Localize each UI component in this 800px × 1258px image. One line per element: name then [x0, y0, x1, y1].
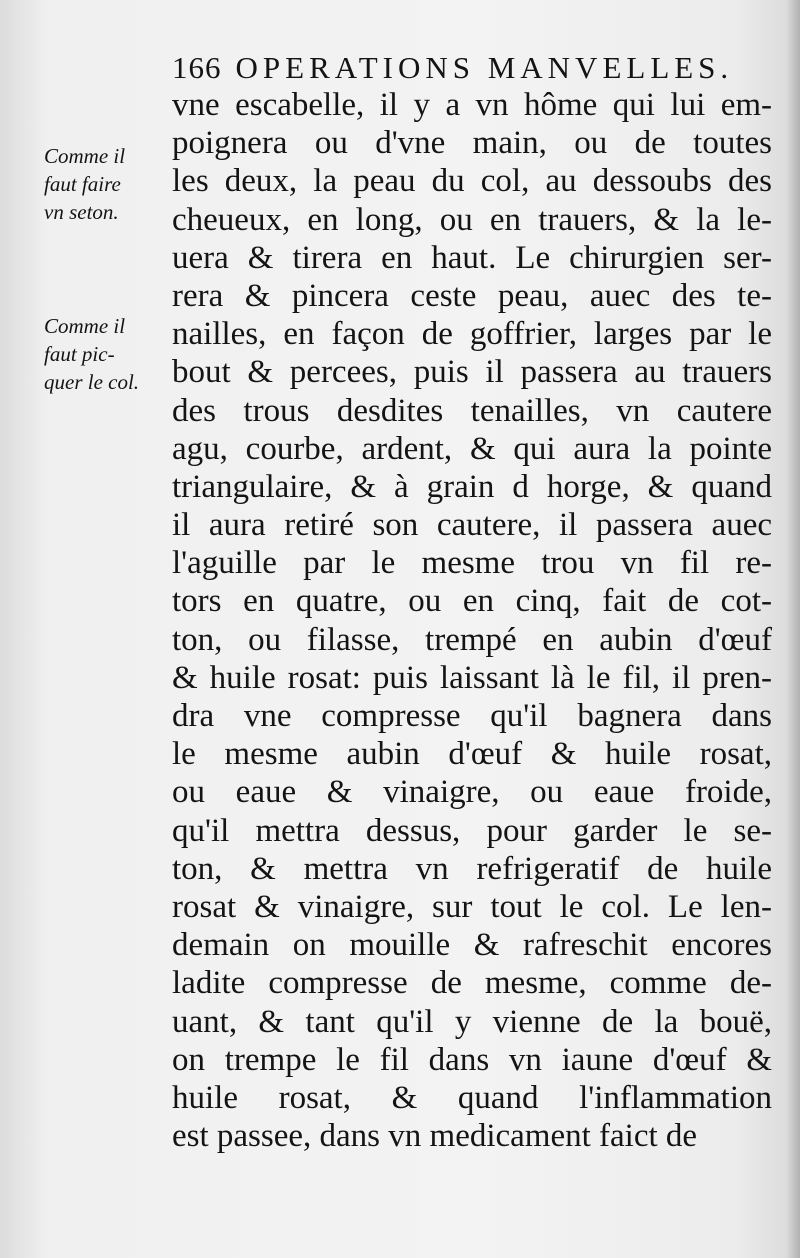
text-line: ton, & mettra vn refrigeratif de huile — [172, 850, 772, 887]
text-line: triangulaire, & à grain d horge, & quand — [172, 468, 772, 505]
text-line: est passee, dans vn medicament faict de — [172, 1118, 698, 1155]
text-line: bout & percees, puis il passera au trauers — [172, 354, 772, 391]
text-line: demain on mouille & rafreschit encores — [172, 927, 772, 964]
margin-note-piquer — [44, 312, 166, 396]
text-line: ton, ou filasse, trempé en aubin d'œuf — [172, 621, 772, 658]
text-line: vne escabelle, il y a vn hôme qui lui em- — [172, 87, 772, 123]
text-line: les deux, la peau du col, au dessoubs des — [172, 163, 772, 200]
text-line: le mesme aubin d'œuf & huile rosat, — [172, 736, 772, 773]
text-line: ou eaue & vinaigre, ou eaue froide, — [172, 774, 772, 811]
text-line: agu, courbe, ardent, & qui aura la pointe — [172, 430, 772, 467]
text-line: poignera ou d'vne main, ou de toutes — [172, 125, 772, 162]
text-line: rosat & vinaigre, sur tout le col. Le len- — [172, 888, 772, 925]
margin-note-line: faut pic- — [44, 342, 115, 366]
main-text-block — [172, 86, 772, 1155]
text-line: & huile rosat: puis laissant là le fil, il pren- — [172, 659, 772, 696]
text-line: cheueux, en long, ou en trauers, & la le- — [172, 201, 772, 238]
text-line: rera & pincera ceste peau, auec des te- — [172, 277, 772, 314]
page-number: 166 — [172, 50, 222, 85]
text-line: tors en quatre, ou en cinq, fait de cot- — [172, 583, 772, 620]
page-spine-shadow — [786, 0, 800, 1258]
text-line: uant, & tant qu'il y vienne de la bouë, — [172, 1003, 772, 1040]
margin-note-line: faut faire — [44, 172, 121, 196]
text-line: on trempe le fil dans vn iaune d'œuf & — [172, 1041, 772, 1078]
text-line: l'aguille par le mesme trou vn fil re- — [172, 545, 772, 582]
margin-note-seton — [44, 142, 166, 226]
text-line: ladite compresse de mesme, comme de- — [172, 965, 772, 1002]
text-line: huile rosat, & quand l'inflammation — [172, 1079, 772, 1116]
text-line: dra vne compresse qu'il bagnera dans — [172, 698, 772, 734]
margin-note-line: Comme il — [44, 314, 126, 338]
text-line: qu'il mettra dessus, pour garder le se- — [172, 812, 772, 849]
text-line: nailles, en façon de goffrier, larges par le — [172, 316, 772, 353]
running-title: OPERATIONS MANVELLES. — [235, 50, 734, 85]
text-line: des trous desdites tenailles, vn cautere — [172, 392, 772, 429]
running-header — [172, 50, 772, 86]
margin-note-line: vn seton. — [44, 200, 119, 224]
text-line: il aura retiré son cautere, il passera auec — [172, 507, 772, 544]
margin-note-line: quer le col. — [44, 370, 140, 394]
margin-note-line: Comme il — [44, 144, 126, 168]
text-line: uera & tirera en haut. Le chirurgien ser- — [172, 239, 772, 276]
